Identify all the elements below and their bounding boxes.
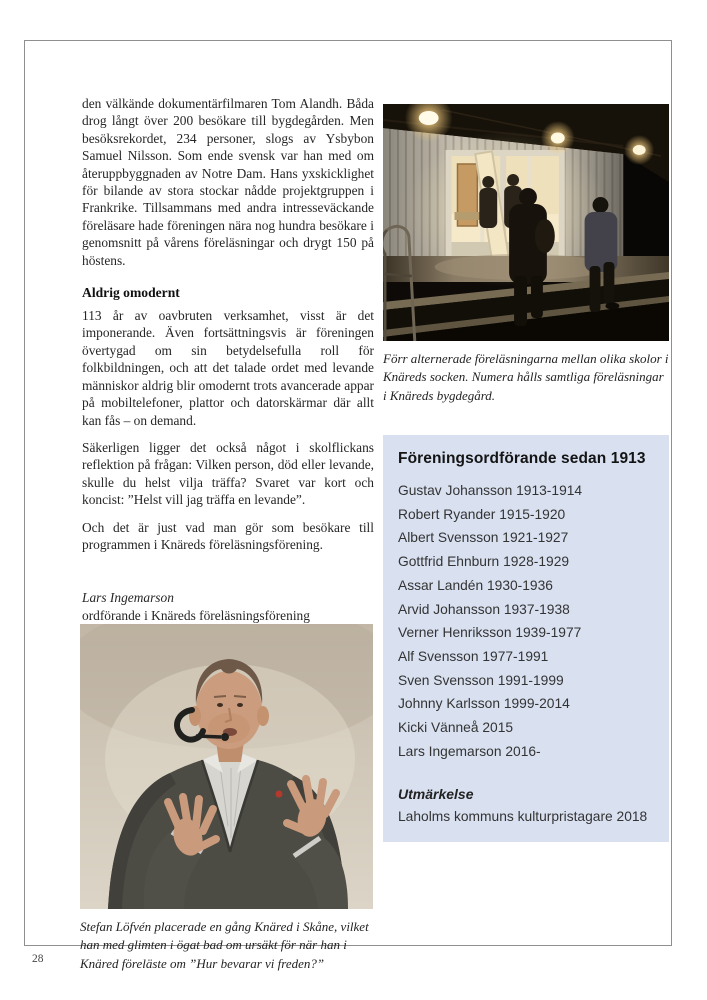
- body-paragraph: 113 år av oavbruten verksamhet, visst är det imponerande. Även fortsättningsvis är föreningen övertygad om sin betydelsefulla roll för folkbildningen, och att det talade ordet med levande människor aldrig blir omodernt trots avancerade appar på mobiltelefoner, plattor och datorskärmar där allt kan fås – on demand.: [82, 308, 374, 428]
- chairman-list-item: Gottfrid Ehnburn 1928-1929: [398, 554, 570, 570]
- body-paragraph: Och det är just vad man gör som besökare till programmen i Knäreds föreläsningsförening.: [82, 519, 374, 552]
- chairman-list-item: Robert Ryander 1915-1920: [398, 506, 566, 522]
- chairman-list: [398, 479, 655, 763]
- lofven-photo-caption: Stefan Löfvén placerade en gång Knäred i Skåne, vilket han med glimten i ögat bad om ursäkt för när han i Knäred föreläste om ”Hur bevarar vi freden?”: [80, 919, 369, 971]
- page-number: 28: [32, 953, 44, 965]
- lofven-photo-figure: [80, 624, 373, 973]
- body-paragraph: Säkerligen ligger det också något i skolflickans reflektion på frågan: Vilken person, död eller levande, skulle du helst vilja träffa? Svaret var kort och koncist: ”Helst vill jag träffa en levande”.: [82, 439, 374, 508]
- chairman-list-item: Johnny Karlsson 1999-2014: [398, 696, 570, 712]
- chairman-list-item: Arvid Johansson 1937-1938: [398, 601, 570, 617]
- intro-paragraph: den välkände dokumentärfilmaren Tom Alandh. Båda drog långt över 200 besökare till bygdegården. Men besöksrekordet, 234 personer, slogs av Ysbybon Samuel Nilsson. Som ende svensk var han med om återuppbyggnaden av Notre Dam. Hans yxskicklighet för bilande av stora stockar nådde projektgruppen i Frankrike. Tillsammans med andra intresseväckande föreläsare hade föreningen nära nog hundra besökare i genomsnitt på vårens föreläsningar och drygt 150 på höstens.: [82, 96, 374, 268]
- chairman-list-item: Verner Henriksson 1939-1977: [398, 625, 582, 641]
- article-column: [82, 95, 374, 625]
- chairman-list-item: Albert Svensson 1921-1927: [398, 530, 569, 546]
- award-heading: Utmärkelse: [398, 786, 474, 803]
- bygdegard-photo-figure: [383, 104, 669, 405]
- chairman-list-item: Gustav Johansson 1913-1914: [398, 483, 583, 498]
- signature-block: [82, 589, 374, 625]
- chairman-box-title: Föreningsordförande sedan 1913: [398, 450, 646, 467]
- award-text: Laholms kommuns kulturpristagare 2018: [398, 809, 648, 825]
- lofven-speaker-photo: [80, 624, 373, 909]
- signature-role: ordförande i Knäreds föreläsningsförening: [82, 608, 310, 624]
- chairman-list-item: Kicki Vänneå 2015: [398, 720, 514, 736]
- bygdegard-night-entrance-photo: [383, 104, 669, 341]
- signature-name: Lars Ingemarson: [82, 590, 174, 606]
- section-heading: Aldrig omodernt: [82, 285, 180, 301]
- chairman-list-item: Alf Svensson 1977-1991: [398, 648, 549, 664]
- chairman-list-item: Lars Ingemarson 2016-: [398, 743, 541, 759]
- bygdegard-photo-caption: Förr alternerade föreläsningarna mellan olika skolor i Knäreds socken. Numera hålls samtliga föreläsningar i Knäreds bygdegård.: [383, 351, 669, 403]
- chairman-list-item: Sven Svensson 1991-1999: [398, 672, 564, 688]
- chairman-list-item: Assar Landén 1930-1936: [398, 577, 553, 593]
- page-border-frame: [24, 40, 672, 971]
- chairman-box: [383, 435, 669, 842]
